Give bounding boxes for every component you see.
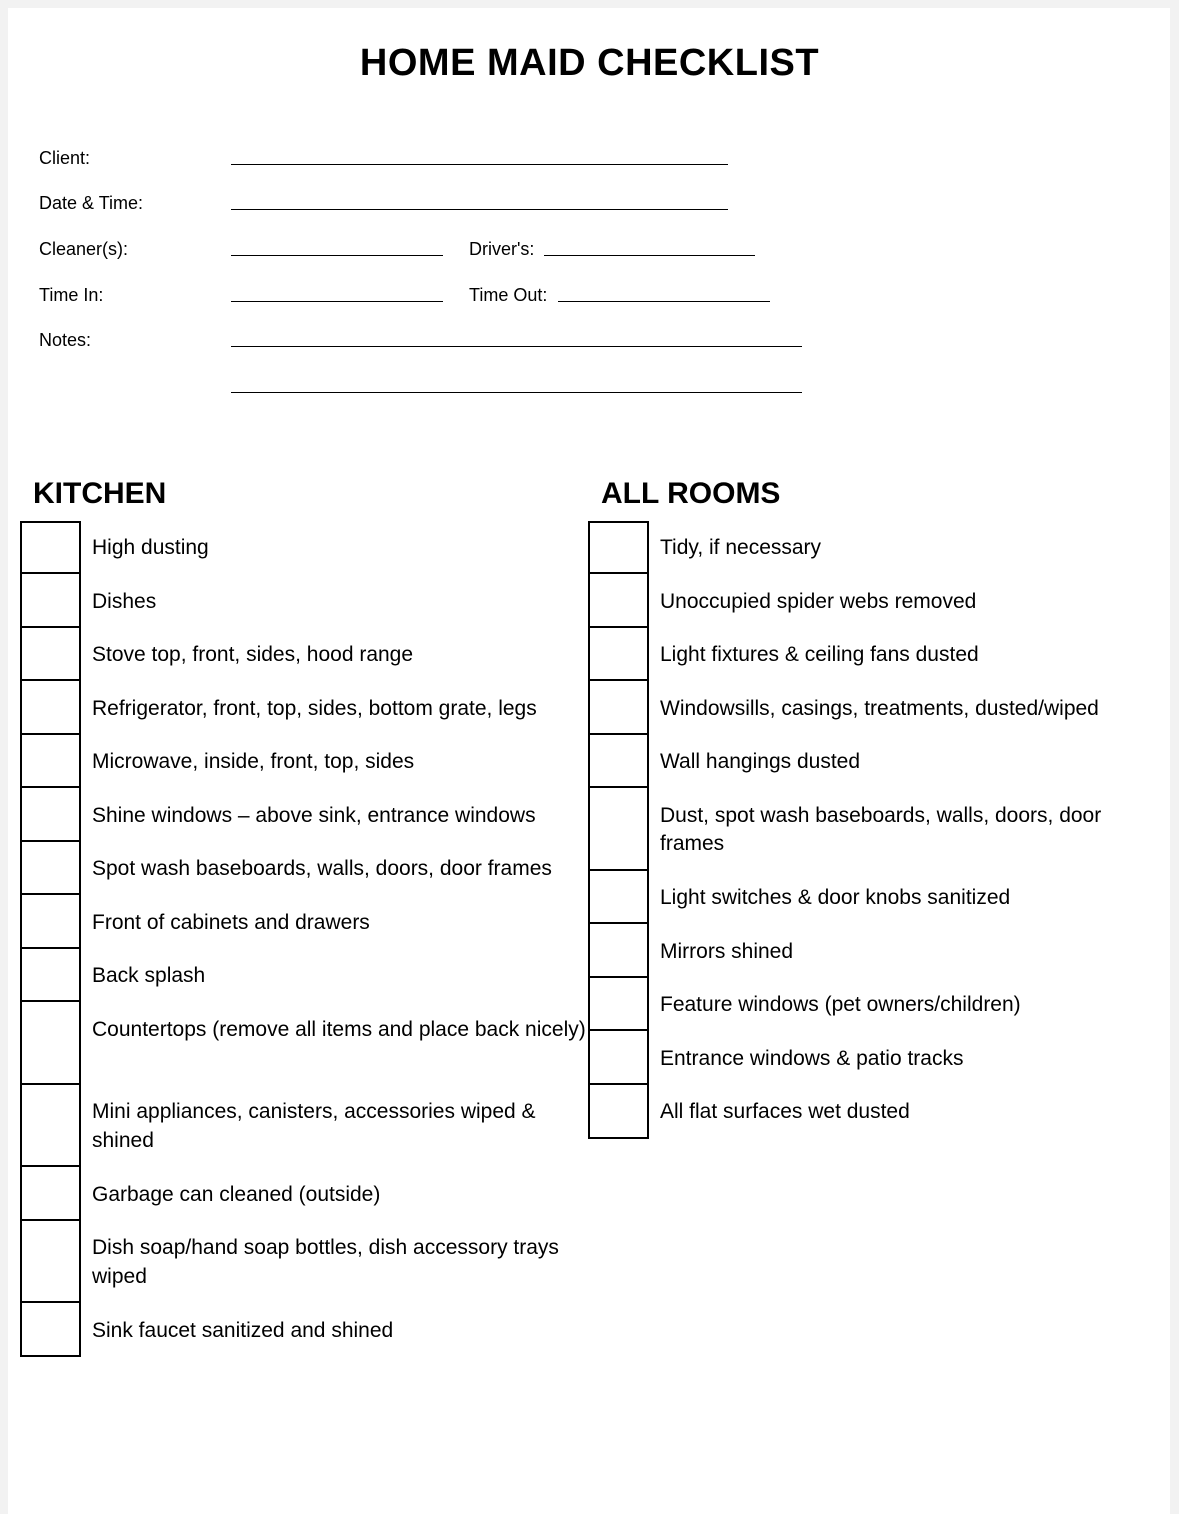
all-rooms-item — [588, 925, 1148, 979]
kitchen-heading: KITCHEN — [33, 477, 167, 510]
kitchen-item-label: Refrigerator, front, top, sides, bottom grate, legs — [92, 696, 537, 720]
kitchen-checkbox[interactable] — [20, 840, 81, 896]
client-label: Client: — [39, 148, 91, 168]
all-rooms-item — [588, 978, 1148, 1032]
all-rooms-item-label: All flat surfaces wet dusted — [660, 1100, 910, 1123]
kitchen-checkbox[interactable] — [20, 786, 81, 842]
page-title: HOME MAID CHECKLIST — [359, 42, 820, 84]
kitchen-checkbox[interactable] — [20, 1301, 81, 1357]
all-rooms-item — [588, 521, 1148, 575]
drivers-field[interactable] — [544, 255, 755, 256]
time-out-label: Time Out: — [469, 285, 548, 305]
kitchen-checkbox[interactable] — [20, 1165, 81, 1221]
all-rooms-checkbox[interactable] — [588, 922, 649, 978]
kitchen-checkbox[interactable] — [20, 626, 81, 682]
kitchen-item — [20, 789, 590, 843]
all-rooms-item-label: Unoccupied spider webs removed — [660, 589, 977, 613]
kitchen-checkbox[interactable] — [20, 679, 81, 735]
all-rooms-checkbox[interactable] — [588, 521, 649, 575]
kitchen-checkbox[interactable] — [20, 572, 81, 628]
kitchen-item-label: Spot wash baseboards, walls, doors, door frames — [92, 857, 552, 880]
notes-field-line-2[interactable] — [231, 392, 802, 393]
notes-field-line-1[interactable] — [231, 346, 802, 347]
all-rooms-item — [588, 1085, 1148, 1139]
all-rooms-item-label: Entrance windows & patio tracks — [660, 1046, 964, 1070]
kitchen-item-label: Garbage can cleaned (outside) — [92, 1182, 381, 1206]
time-out-field[interactable] — [558, 301, 770, 302]
kitchen-item — [20, 521, 590, 575]
kitchen-checkbox[interactable] — [20, 1000, 81, 1085]
kitchen-item — [20, 1168, 590, 1222]
kitchen-item-label: Shine windows – above sink, entrance windows — [92, 803, 536, 827]
date-time-field[interactable] — [231, 209, 728, 210]
all-rooms-checkbox[interactable] — [588, 869, 649, 925]
kitchen-item — [20, 682, 590, 736]
all-rooms-heading: ALL ROOMS — [601, 477, 781, 510]
client-field[interactable] — [231, 164, 728, 165]
kitchen-item — [20, 735, 590, 789]
notes-label: Notes: — [39, 330, 92, 350]
all-rooms-item — [588, 871, 1148, 925]
cleaners-field[interactable] — [231, 255, 443, 256]
all-rooms-checkbox[interactable] — [588, 1029, 649, 1085]
all-rooms-item-label: Tidy, if necessary — [660, 536, 822, 559]
kitchen-item — [20, 842, 590, 896]
drivers-label: Driver's: — [469, 239, 535, 259]
kitchen-item — [20, 949, 590, 1003]
kitchen-item-label: Microwave, inside, front, top, sides — [92, 750, 415, 773]
kitchen-item-label: Dishes — [92, 589, 157, 613]
all-rooms-item-label: Windowsills, casings, treatments, dusted/wiped — [660, 696, 1099, 720]
all-rooms-item-label: Mirrors shined — [660, 939, 794, 963]
kitchen-item-label: Mini appliances, canisters, accessories wiped & shined — [92, 1100, 536, 1152]
all-rooms-item-label: Feature windows (pet owners/children) — [660, 993, 1021, 1016]
time-in-field[interactable] — [231, 301, 443, 302]
all-rooms-item — [588, 575, 1148, 629]
all-rooms-item-label: Dust, spot wash baseboards, walls, doors, door frames — [660, 803, 1102, 855]
kitchen-item-label: Sink faucet sanitized and shined — [92, 1318, 394, 1342]
all-rooms-checkbox[interactable] — [588, 976, 649, 1032]
all-rooms-item — [588, 789, 1148, 872]
kitchen-item-label: Back splash — [92, 964, 206, 987]
kitchen-item-label: Front of cabinets and drawers — [92, 910, 370, 934]
kitchen-item-label: High dusting — [92, 536, 209, 559]
kitchen-checkbox[interactable] — [20, 1083, 81, 1168]
kitchen-item-label: Countertops (remove all items and place back nicely) — [92, 1017, 586, 1041]
all-rooms-item — [588, 682, 1148, 736]
kitchen-item — [20, 1085, 590, 1168]
all-rooms-checkbox[interactable] — [588, 679, 649, 735]
kitchen-item — [20, 896, 590, 950]
kitchen-checkbox[interactable] — [20, 893, 81, 949]
kitchen-item-label: Stove top, front, sides, hood range — [92, 643, 414, 666]
kitchen-checklist — [20, 521, 590, 1357]
all-rooms-item-label: Light switches & door knobs sanitized — [660, 886, 1011, 909]
all-rooms-item — [588, 1032, 1148, 1086]
time-in-label: Time In: — [39, 285, 104, 305]
all-rooms-checkbox[interactable] — [588, 786, 649, 871]
kitchen-checkbox[interactable] — [20, 947, 81, 1003]
all-rooms-item-label: Light fixtures & ceiling fans dusted — [660, 643, 979, 666]
kitchen-item-label: Dish soap/hand soap bottles, dish accessory trays wiped — [92, 1236, 559, 1288]
kitchen-item — [20, 628, 590, 682]
all-rooms-checklist — [588, 521, 1148, 1139]
all-rooms-checkbox[interactable] — [588, 572, 649, 628]
all-rooms-item — [588, 628, 1148, 682]
all-rooms-item-label: Wall hangings dusted — [660, 750, 861, 773]
kitchen-checkbox[interactable] — [20, 733, 81, 789]
all-rooms-checkbox[interactable] — [588, 733, 649, 789]
all-rooms-checkbox[interactable] — [588, 1083, 649, 1139]
kitchen-item — [20, 1304, 590, 1358]
kitchen-checkbox[interactable] — [20, 1219, 81, 1304]
kitchen-item — [20, 1221, 590, 1304]
kitchen-checkbox[interactable] — [20, 521, 81, 575]
date-time-label: Date & Time: — [39, 193, 144, 213]
kitchen-item — [20, 575, 590, 629]
kitchen-item — [20, 1003, 590, 1086]
cleaners-label: Cleaner(s): — [39, 239, 129, 259]
all-rooms-checkbox[interactable] — [588, 626, 649, 682]
all-rooms-item — [588, 735, 1148, 789]
